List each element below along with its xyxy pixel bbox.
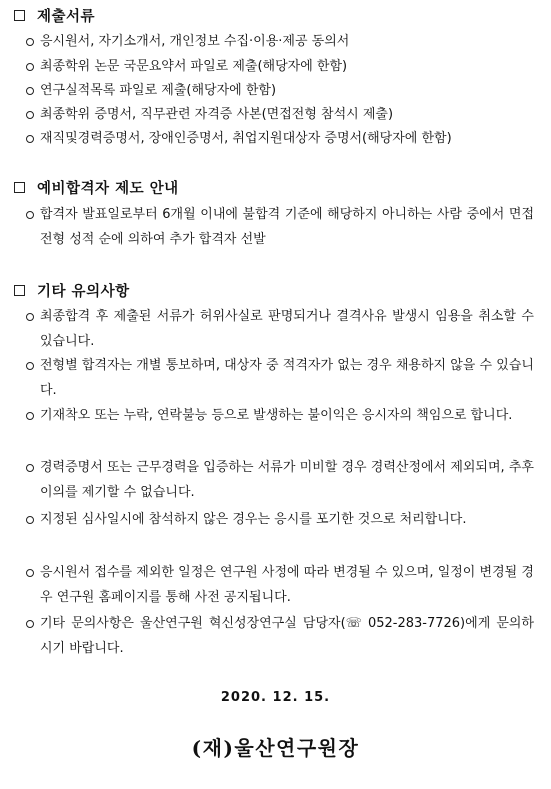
list-item-text: 최종합격 후 제출된 서류가 허위사실로 판명되거나 결격사유 발생시 임용을 취소할 수 있습니다. bbox=[40, 309, 534, 349]
list-item bbox=[26, 456, 534, 505]
checkbox-square-icon bbox=[14, 182, 25, 193]
list-item bbox=[26, 561, 534, 610]
bullet-circle-icon bbox=[26, 516, 34, 524]
list-item bbox=[26, 354, 534, 403]
list-item bbox=[26, 612, 534, 661]
checkbox-square-icon bbox=[14, 10, 25, 21]
list-item-text: 합격자 발표일로부터 6개월 이내에 불합격 기준에 해당하지 아니하는 사람 중에서 면접전형 성적 순에 의하여 추가 합격자 선발 bbox=[40, 207, 534, 247]
list-item-text: 기타 문의사항은 울산연구원 혁신성장연구실 담당자(☏ 052-283-7726)에게 문의하시기 바랍니다. bbox=[40, 616, 534, 656]
section-title: 예비합격자 제도 안내 bbox=[37, 180, 179, 197]
list-item-text: 경력증명서 또는 근무경력을 입증하는 서류가 미비할 경우 경력산정에서 제외되며, 추후 이의를 제기할 수 없습니다. bbox=[40, 460, 534, 500]
list-item-text: 최종학위 증명서, 직무관련 자격증 사본(면접전형 참석시 제출) bbox=[40, 107, 394, 122]
bullet-circle-icon bbox=[26, 211, 34, 219]
list-item bbox=[26, 55, 534, 80]
bullet-circle-icon bbox=[26, 87, 34, 95]
list-item-text: 연구실적목록 파일로 제출(해당자에 한함) bbox=[40, 83, 277, 98]
list-item-text: 기재착오 또는 누락, 연락불능 등으로 발생하는 불이익은 응시자의 책임으로 합니다. bbox=[40, 408, 513, 423]
list-item-text: 응시원서, 자기소개서, 개인정보 수집·이용·제공 동의서 bbox=[40, 34, 350, 49]
organization-signature: (재)울산연구원장 bbox=[191, 736, 360, 760]
bullet-circle-icon bbox=[26, 362, 34, 370]
list-item-text: 전형별 합격자는 개별 통보하며, 대상자 중 적격자가 없는 경우 채용하지 않을 수 있습니다. bbox=[40, 358, 534, 398]
document-date: 2020. 12. 15. bbox=[220, 690, 331, 705]
section-title: 제출서류 bbox=[37, 8, 96, 25]
list-item-text: 응시원서 접수를 제외한 일정은 연구원 사정에 따라 변경될 수 있으며, 일정이 변경될 경우 연구원 홈페이지를 통해 사전 공지됩니다. bbox=[40, 565, 534, 605]
bullet-circle-icon bbox=[26, 464, 34, 472]
bullet-circle-icon bbox=[26, 412, 34, 420]
bullet-circle-icon bbox=[26, 38, 34, 46]
list-item bbox=[26, 508, 534, 533]
section-heading-notes bbox=[14, 279, 130, 301]
list-item bbox=[26, 30, 534, 55]
list-item bbox=[26, 79, 534, 104]
bullet-circle-icon bbox=[26, 63, 34, 71]
list-item bbox=[26, 127, 534, 152]
bullet-circle-icon bbox=[26, 313, 34, 321]
bullet-circle-icon bbox=[26, 111, 34, 119]
list-item-text: 최종학위 논문 국문요약서 파일로 제출(해당자에 한함) bbox=[40, 59, 348, 74]
list-item bbox=[26, 305, 534, 354]
section-heading-reserve bbox=[14, 176, 179, 198]
checkbox-square-icon bbox=[14, 285, 25, 296]
section-title: 기타 유의사항 bbox=[37, 283, 130, 300]
bullet-circle-icon bbox=[26, 620, 34, 628]
list-item bbox=[26, 203, 534, 252]
bullet-circle-icon bbox=[26, 135, 34, 143]
bullet-circle-icon bbox=[26, 569, 34, 577]
section-heading-documents bbox=[14, 4, 95, 26]
list-item bbox=[26, 103, 534, 128]
list-item bbox=[26, 404, 534, 429]
list-item-text: 지정된 심사일시에 참석하지 않은 경우는 응시를 포기한 것으로 처리합니다. bbox=[40, 512, 467, 527]
list-item-text: 재직및경력증명서, 장애인증명서, 취업지원대상자 증명서(해당자에 한함) bbox=[40, 131, 452, 146]
